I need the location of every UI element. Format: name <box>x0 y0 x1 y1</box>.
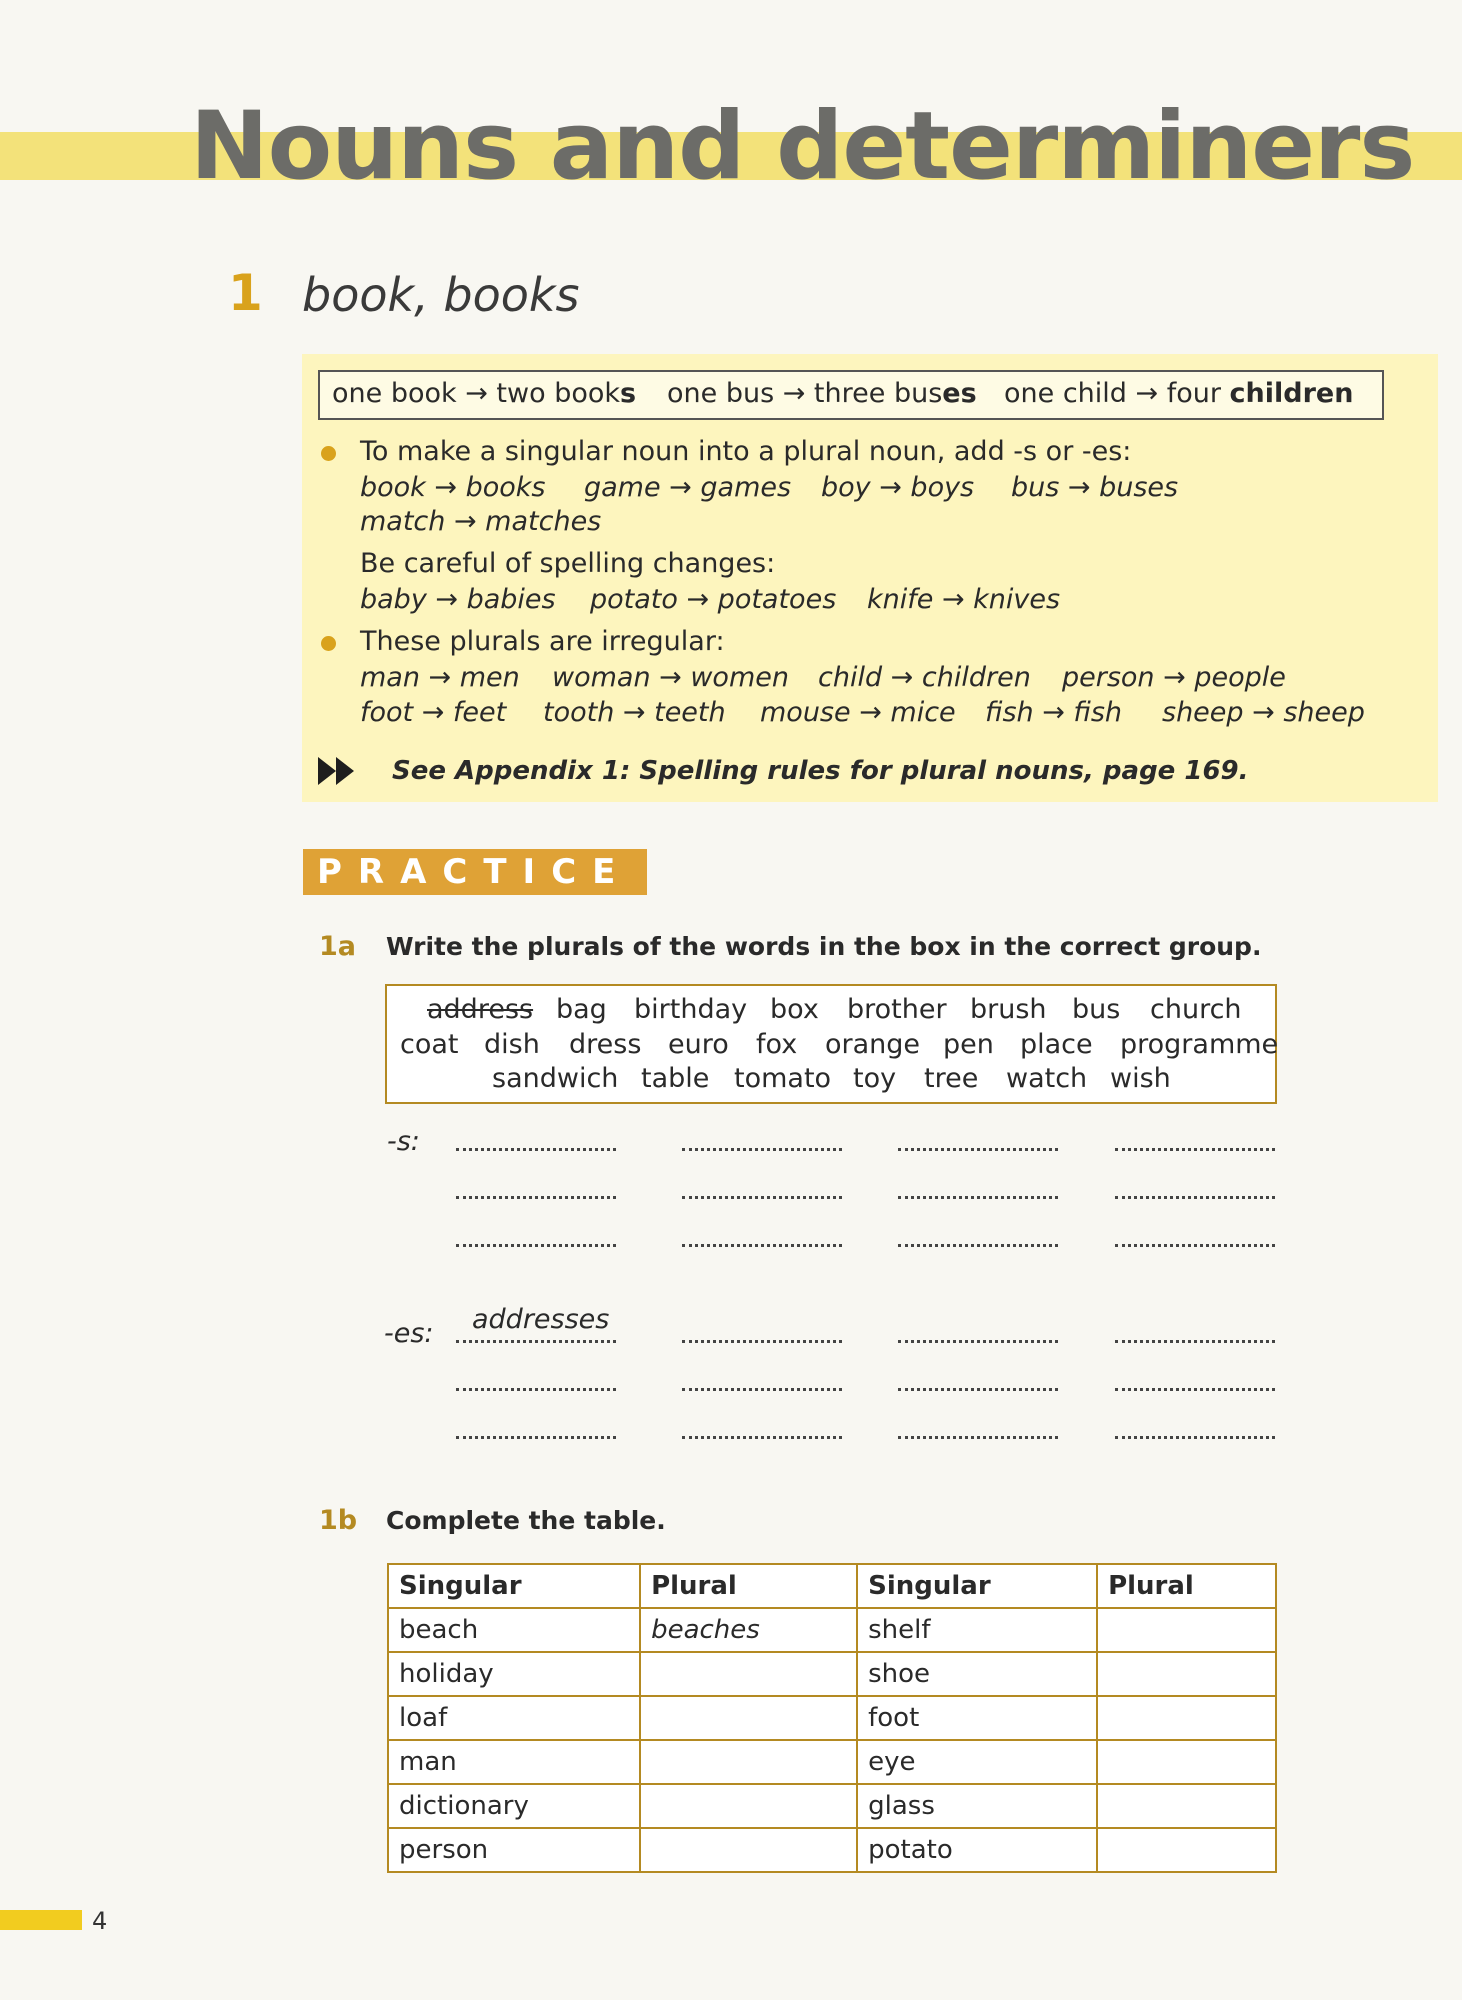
table-row <box>388 1696 1276 1740</box>
word: dress <box>569 1029 642 1060</box>
word: orange <box>825 1029 921 1060</box>
plural-table <box>387 1563 1277 1873</box>
appendix-reference: See Appendix 1: Spelling rules for plural nouns, page 169. <box>392 756 1249 786</box>
word: watch <box>1006 1063 1088 1094</box>
rule-1-example: bus → buses <box>1011 472 1179 503</box>
answer-line[interactable] <box>682 1388 842 1391</box>
plural-cell: beaches <box>640 1608 857 1652</box>
word: wish <box>1110 1063 1171 1094</box>
answer-line[interactable] <box>1115 1340 1275 1343</box>
singular-cell: dictionary <box>388 1784 640 1828</box>
word: tree <box>924 1063 979 1094</box>
word: box <box>770 994 819 1025</box>
spelling-example: potato → potatoes <box>590 584 837 615</box>
irregular-example: man → men <box>360 662 520 693</box>
word: bus <box>1072 994 1121 1025</box>
table-row <box>388 1740 1276 1784</box>
rule-1-example: boy → boys <box>821 472 975 503</box>
example-1: one book → two books <box>332 378 637 409</box>
table-row <box>388 1784 1276 1828</box>
bullet-icon <box>321 636 336 651</box>
plural-cell[interactable] <box>1097 1828 1276 1872</box>
section-number: 1 <box>228 264 263 322</box>
word: pen <box>943 1029 994 1060</box>
table-row <box>388 1652 1276 1696</box>
answer-line[interactable] <box>456 1244 616 1247</box>
word: brush <box>970 994 1047 1025</box>
irregular-example: person → people <box>1062 662 1286 693</box>
word: coat <box>400 1029 459 1060</box>
singular-cell: eye <box>857 1740 1097 1784</box>
column-header: Singular <box>388 1564 640 1608</box>
answer-line[interactable] <box>456 1148 616 1151</box>
page-title: Nouns and determiners <box>190 92 1415 201</box>
answer-line[interactable] <box>682 1148 842 1151</box>
singular-cell: shoe <box>857 1652 1097 1696</box>
answer-line[interactable] <box>682 1244 842 1247</box>
answer-line[interactable] <box>898 1244 1058 1247</box>
singular-cell: beach <box>388 1608 640 1652</box>
plural-cell[interactable] <box>640 1652 857 1696</box>
answer-line[interactable] <box>1115 1436 1275 1439</box>
irregular-example: sheep → sheep <box>1162 697 1365 728</box>
answer-line[interactable] <box>898 1388 1058 1391</box>
plural-cell[interactable] <box>1097 1652 1276 1696</box>
page-marker <box>0 1910 82 1930</box>
exercise-number: 1b <box>319 1505 358 1536</box>
answer-line[interactable] <box>1115 1148 1275 1151</box>
plural-cell[interactable] <box>1097 1696 1276 1740</box>
irregular-example: foot → feet <box>360 697 507 728</box>
section-title: book, books <box>302 268 580 322</box>
rule-1-text: To make a singular noun into a plural noun, add -s or -es: <box>360 436 1132 467</box>
word: table <box>641 1063 710 1094</box>
answer-line[interactable] <box>456 1436 616 1439</box>
plural-cell[interactable] <box>1097 1784 1276 1828</box>
example-answer: addresses <box>472 1304 610 1335</box>
irregular-example: mouse → mice <box>760 697 956 728</box>
word: brother <box>847 994 947 1025</box>
answer-line[interactable] <box>1115 1196 1275 1199</box>
irregular-example: fish → fish <box>985 697 1123 728</box>
word: sandwich <box>492 1063 619 1094</box>
bullet-icon <box>321 446 336 461</box>
table-row <box>388 1608 1276 1652</box>
page-number: 4 <box>92 1907 108 1935</box>
group-label-s: -s: <box>387 1126 420 1157</box>
exercise-instruction: Write the plurals of the words in the box in the correct group. <box>386 932 1262 961</box>
fast-forward-icon <box>318 757 358 785</box>
word: dish <box>484 1029 540 1060</box>
answer-line[interactable] <box>1115 1244 1275 1247</box>
column-header: Singular <box>857 1564 1097 1608</box>
example-3: one child → four children <box>1004 378 1354 409</box>
word: tomato <box>734 1063 832 1094</box>
table-header-row <box>388 1564 1276 1608</box>
singular-cell: holiday <box>388 1652 640 1696</box>
singular-cell: man <box>388 1740 640 1784</box>
plural-cell[interactable] <box>640 1784 857 1828</box>
answer-line[interactable] <box>682 1340 842 1343</box>
spelling-example: knife → knives <box>867 584 1061 615</box>
answer-line[interactable] <box>456 1340 616 1343</box>
practice-banner: PRACTICE <box>303 849 647 895</box>
group-label-es: -es: <box>384 1318 434 1349</box>
word: toy <box>853 1063 897 1094</box>
column-header: Plural <box>1097 1564 1276 1608</box>
rule-1-example: book → books <box>360 472 546 503</box>
singular-cell: glass <box>857 1784 1097 1828</box>
irregular-example: woman → women <box>552 662 789 693</box>
word: bag <box>556 994 607 1025</box>
answer-line[interactable] <box>898 1196 1058 1199</box>
answer-line[interactable] <box>682 1196 842 1199</box>
answer-line[interactable] <box>1115 1388 1275 1391</box>
singular-cell: potato <box>857 1828 1097 1872</box>
singular-cell: shelf <box>857 1608 1097 1652</box>
column-header: Plural <box>640 1564 857 1608</box>
answer-line[interactable] <box>898 1436 1058 1439</box>
irregular-example: child → children <box>818 662 1031 693</box>
answer-line[interactable] <box>682 1436 842 1439</box>
table-row <box>388 1828 1276 1872</box>
exercise-instruction: Complete the table. <box>386 1506 666 1535</box>
answer-line[interactable] <box>456 1388 616 1391</box>
rule-2-text: These plurals are irregular: <box>360 626 725 657</box>
plural-cell[interactable] <box>640 1740 857 1784</box>
word-crossed-out: address <box>427 994 534 1025</box>
singular-cell: loaf <box>388 1696 640 1740</box>
word: birthday <box>634 994 748 1025</box>
word: church <box>1150 994 1242 1025</box>
spelling-example: baby → babies <box>360 584 556 615</box>
rule-1-example: game → games <box>584 472 792 503</box>
exercise-number: 1a <box>319 931 357 962</box>
answer-line[interactable] <box>456 1196 616 1199</box>
spelling-note: Be careful of spelling changes: <box>360 548 776 579</box>
answer-line[interactable] <box>898 1340 1058 1343</box>
irregular-example: tooth → teeth <box>543 697 726 728</box>
word: place <box>1020 1029 1093 1060</box>
plural-cell[interactable] <box>1097 1608 1276 1652</box>
singular-cell: foot <box>857 1696 1097 1740</box>
singular-cell: person <box>388 1828 640 1872</box>
plural-cell[interactable] <box>640 1828 857 1872</box>
plural-cell[interactable] <box>640 1696 857 1740</box>
example-2: one bus → three buses <box>667 378 977 409</box>
rule-1-example: match → matches <box>360 506 602 537</box>
plural-cell[interactable] <box>1097 1740 1276 1784</box>
answer-line[interactable] <box>898 1148 1058 1151</box>
word: programme <box>1120 1029 1279 1060</box>
word: euro <box>668 1029 729 1060</box>
word: fox <box>756 1029 798 1060</box>
